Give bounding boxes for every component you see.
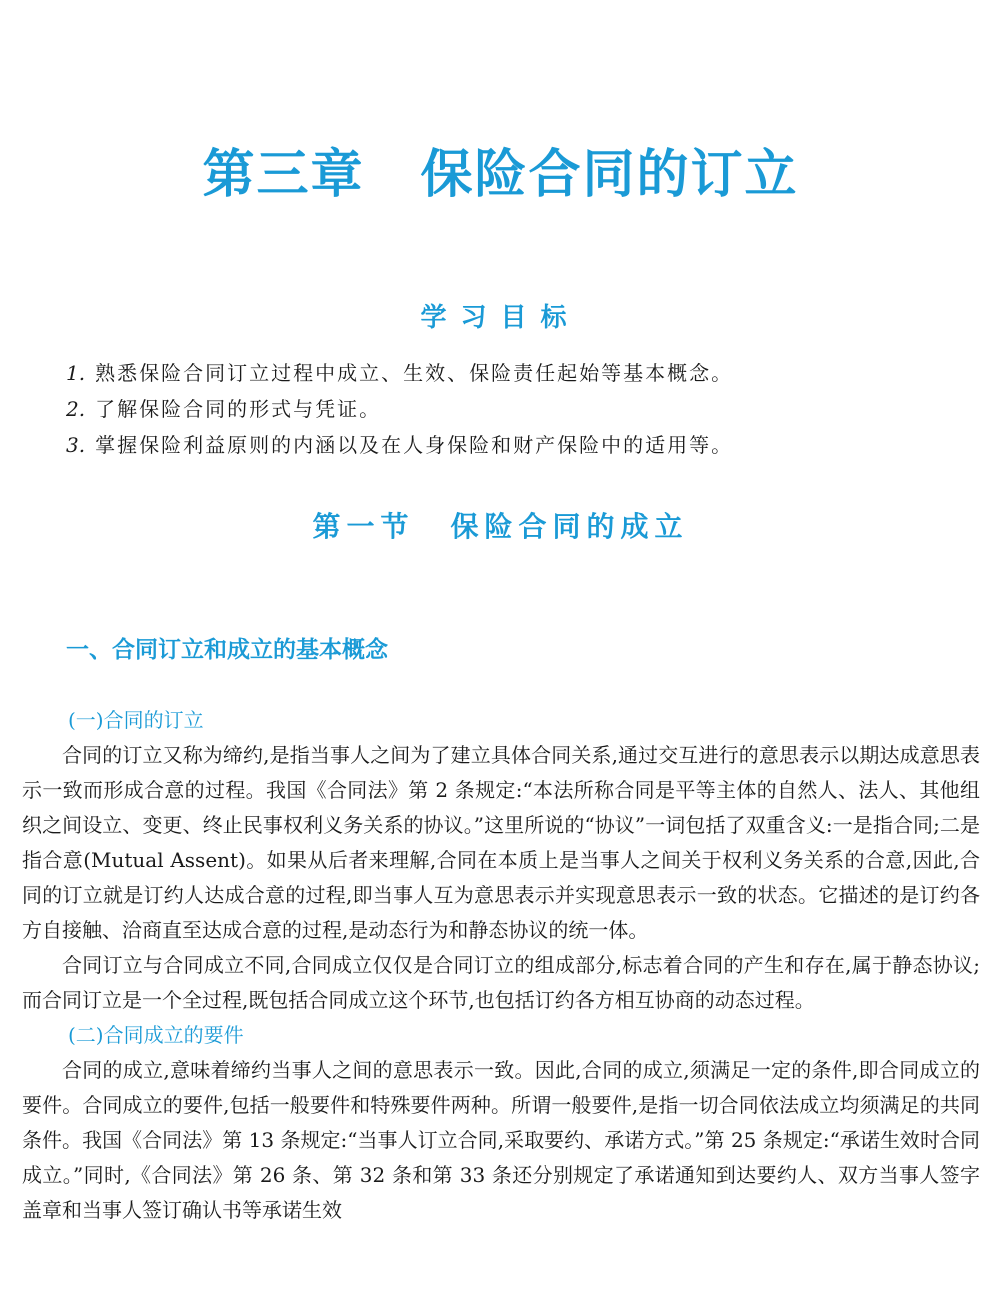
objective-text: 掌握保险利益原则的内涵以及在人身保险和财产保险中的适用等。 bbox=[95, 433, 734, 457]
objective-item bbox=[66, 391, 946, 427]
chapter-title bbox=[0, 140, 1001, 210]
chapter-name: 保险合同的订立 bbox=[420, 145, 799, 205]
subheading-formation-requirements: (二)合同成立的要件 bbox=[68, 1023, 244, 1047]
paragraph: 合同的成立,意味着缔约当事人之间的意思表示一致。因此,合同的成立,须满足一定的条件,即合同成立的要件。合同成立的要件,包括一般要件和特殊要件两种。所谓一般要件,是指一切合同依法成立均须满足的共同条件。我国《合同法》第 13 条规定:“当事人订立合同,采取要约、承诺方式。”第 25 条规定:“承诺生效时合同成立。”同时,《合同法》第 26 条、第 32 条和第 33 条还分别规定了承诺通知到达要约人、双方当事人签字盖章和当事人签订确认书等承诺生效 bbox=[22, 1058, 980, 1222]
section-name: 保险合同的成立 bbox=[450, 510, 689, 543]
objective-number: 1. bbox=[66, 361, 86, 385]
objective-item bbox=[66, 427, 946, 463]
objective-text: 了解保险合同的形式与凭证。 bbox=[95, 397, 382, 421]
paragraph: 合同订立与合同成立不同,合同成立仅仅是合同订立的组成部分,标志着合同的产生和存在,属于静态协议;而合同订立是一个全过程,既包括合同成立这个环节,也包括订约各方相互协商的动态过程。 bbox=[22, 953, 980, 1012]
chapter-number: 第三章 bbox=[202, 145, 365, 205]
learning-objectives-list bbox=[66, 355, 946, 463]
body-text bbox=[22, 703, 980, 1228]
objective-number: 3. bbox=[66, 433, 86, 457]
section-number: 第一节 bbox=[312, 510, 415, 543]
objective-text: 熟悉保险合同订立过程中成立、生效、保险责任起始等基本概念。 bbox=[95, 361, 734, 385]
heading-basic-concepts: 一、合同订立和成立的基本概念 bbox=[66, 637, 388, 663]
objective-item bbox=[66, 355, 946, 391]
section-title bbox=[0, 505, 1001, 549]
paragraph: 合同的订立又称为缔约,是指当事人之间为了建立具体合同关系,通过交互进行的意思表示以期达成意思表示一致而形成合意的过程。我国《合同法》第 2 条规定:“本法所称合同是平等主体的自然人、法人、其他组织之间设立、变更、终止民事权利义务关系的协议。”这里所说的“协议”一词包括了双重含义:一是指合同;二是指合意(Mutual Assent)。如果从后者来理解,合同在本质上是当事人之间关于权利义务关系的合意,因此,合同的订立就是订约人达成合意的过程,即当事人互为意思表示并实现意思表示一致的状态。它描述的是订约各方自接触、洽商直至达成合意的过程,是动态行为和静态协议的统一体。 bbox=[22, 743, 980, 942]
subheading-contract-formation: (一)合同的订立 bbox=[68, 708, 204, 732]
objective-number: 2. bbox=[66, 397, 86, 421]
learning-objectives-heading: 学习目标 bbox=[420, 303, 581, 333]
